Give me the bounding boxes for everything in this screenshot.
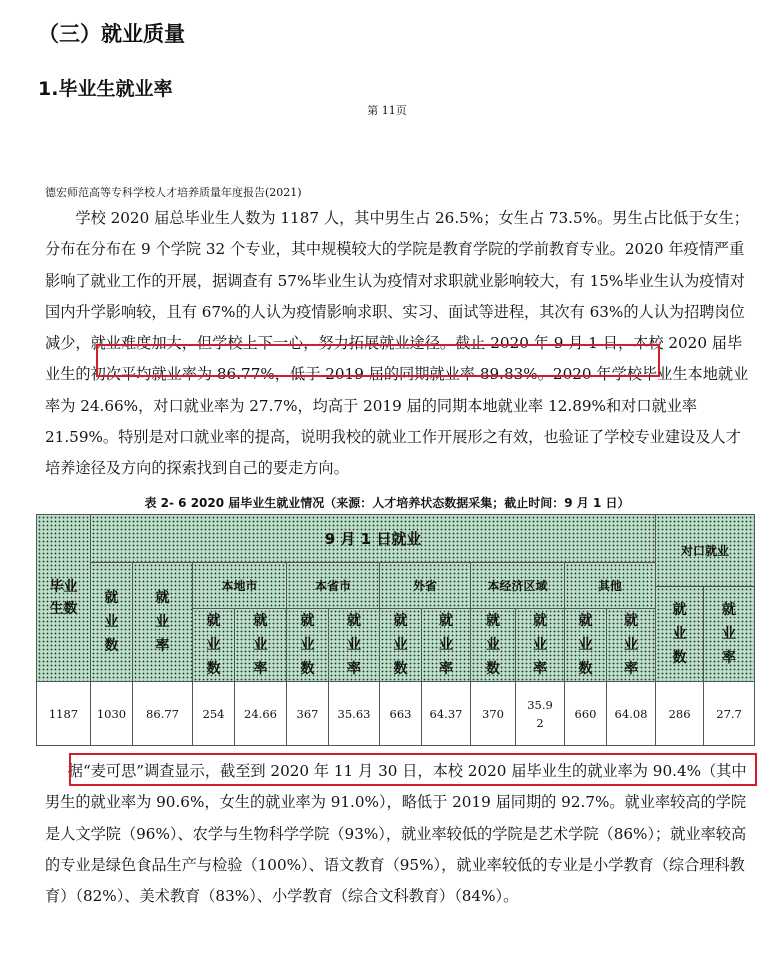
cell-province-rate: 35.63 (329, 682, 380, 746)
highlight-box (69, 753, 757, 786)
paragraph1-after: 低于 2019 届的同期就业率 89.83%。2020 年学校毕业生本地就业率为 24.66%，对口就业率为 27.7%，均高于 2019 届的同期本地就业率 12.89%和对口就业率 21.59%。特别是对口就业率的提高，说明我校的就业工作开展形之有效，也验证了学校专业建设及人才培养途径及方向的探索找到自己的要走方向。 (45, 365, 749, 478)
header-outside-rate: 就 业 率 (422, 609, 471, 682)
header-outside-province: 外省 (380, 563, 471, 609)
highlight-box (96, 344, 660, 377)
header-economic-zone: 本经济区域 (471, 563, 565, 609)
subsection-heading: 1.毕业生就业率 (38, 78, 173, 100)
header-other: 其他 (565, 563, 656, 609)
paragraph2-after: （其中男生的就业率为 90.6%，女生的就业率为 91.0%），略低于 2019 届同期的 92.7%。就业率较高的学院是人文学院（96%）、农学与生物科学学院（93%），就业率较低的学院是艺术学院（86%）；就业率较高的专业是绿色食品生产与检验（100%）、语文教育（95%），就业率较低的专业是小学教育（综合理科教育）（82%）、美术教育（83%）、小学教育（综合文科教育）（84%）。 (45, 762, 747, 906)
header-local-city-count: 就 业 数 (193, 609, 235, 682)
header-graduates: 毕业 生数 (37, 515, 91, 682)
cell-employed: 1030 (91, 682, 133, 746)
header-other-rate: 就 业 率 (607, 609, 656, 682)
cell-other-rate: 64.08 (607, 682, 656, 746)
paragraph2-highlight: 据“麦可思”调查显示，截至到 2020 年 11 月 30 日，本校 2020 届毕业生的就业率为 90.4% (67, 762, 702, 780)
employment-table (36, 514, 755, 746)
cell-local-city-rate: 24.66 (235, 682, 287, 746)
header-matched-employment: 对口就业 (656, 515, 755, 587)
header-employed-count: 就 业 数 (91, 563, 133, 682)
header-employment-rate: 就 业 率 (133, 563, 193, 682)
cell-economic-zone-rate-line1: 35.9 (527, 697, 553, 712)
cell-economic-zone-rate-line2: 2 (536, 715, 544, 730)
header-matched-count: 就 业 数 (656, 587, 704, 682)
header-province: 本省市 (287, 563, 380, 609)
header-outside-count: 就 业 数 (380, 609, 422, 682)
section-heading: （三）就业质量 (38, 22, 185, 46)
cell-matched-rate: 27.7 (704, 682, 755, 746)
cell-province-count: 367 (287, 682, 329, 746)
header-matched-rate: 就 业 率 (704, 587, 755, 682)
paragraph1-before: 学校 2020 届总毕业生人数为 1187 人，其中男生占 26.5%；女生占 73.5%。男生占比低于女生；分布在分布在 9 个学院 32 个专业，其中规模较大的学院是教育学院的学前教育专业。2020 年疫情严重影响了就业工作的开展，据调查有 57%毕业生认为疫情对求职就业影响较大，有 15%毕业生认为疫情对国内升学影响较，且有 67%的人认为疫情影响求职、实习、面试等进程，其次有 63%的人认为招聘岗位减少，就业难度加大，但学校上下一心，努力拓展就业途径。 (45, 209, 749, 353)
header-local-city-rate: 就 业 率 (235, 609, 287, 682)
cell-economic-zone-count: 370 (471, 682, 516, 746)
cell-other-count: 660 (565, 682, 607, 746)
cell-economic-zone-rate (516, 682, 565, 746)
table-caption: 表 2- 6 2020 届毕业生就业情况（来源：人才培养状态数据采集；截止时间：9 月 1 日） (144, 496, 630, 510)
header-other-count: 就 业 数 (565, 609, 607, 682)
header-economic-zone-count: 就 业 数 (471, 609, 516, 682)
header-local-city: 本地市 (193, 563, 287, 609)
header-economic-zone-rate: 就 业 率 (516, 609, 565, 682)
cell-outside-rate: 64.37 (422, 682, 471, 746)
header-province-count: 就 业 数 (287, 609, 329, 682)
header-province-rate: 就 业 率 (329, 609, 380, 682)
cell-graduates: 1187 (37, 682, 91, 746)
cell-local-city-count: 254 (193, 682, 235, 746)
header-sep1-employment: 9 月 1 日就业 (91, 515, 656, 563)
cell-outside-count: 663 (380, 682, 422, 746)
paragraph1-highlight: 截止 2020 年 9 月 1 日，本校 2020 届毕业生的初次平均就业率为 86.77%， (45, 334, 743, 384)
page-number: 第 11页 (367, 104, 407, 117)
cell-matched-count: 286 (656, 682, 704, 746)
report-header: 德宏师范高等专科学校人才培养质量年度报告(2021) (45, 186, 302, 199)
cell-rate: 86.77 (133, 682, 193, 746)
